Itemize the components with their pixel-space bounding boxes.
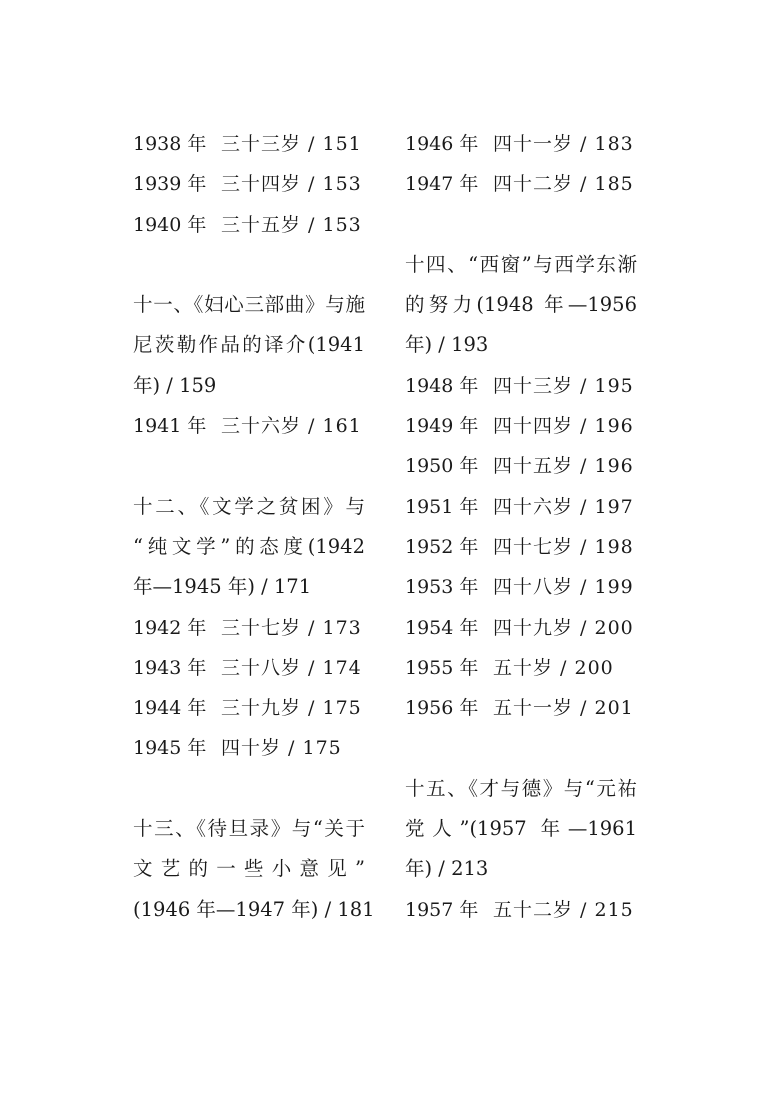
entry-year: 1947 年 (405, 173, 479, 196)
entry-year: 1948 年 (405, 374, 479, 397)
chapter-heading-line: 党人”(1957 年—1961 (405, 817, 637, 841)
entry-age-page: 五十岁 / 200 (493, 656, 614, 679)
toc-year-entry (405, 648, 637, 688)
toc-year-entry (133, 608, 365, 648)
section-spacer (405, 728, 637, 768)
entry-age-page: 四十岁 / 175 (221, 737, 342, 760)
entry-year: 1943 年 (133, 656, 207, 679)
entry-age-page: 四十四岁 / 196 (493, 415, 634, 438)
entry-year: 1952 年 (405, 535, 479, 558)
entry-year: 1945 年 (133, 737, 207, 760)
toc-year-entry (405, 567, 637, 607)
entry-year: 1944 年 (133, 697, 207, 720)
toc-year-entry (133, 124, 365, 164)
entry-year: 1955 年 (405, 656, 479, 679)
entry-year: 1956 年 (405, 697, 479, 720)
chapter-heading-line: 尼茨勒作品的译介(1941 (133, 333, 365, 357)
chapter-heading-line: “纯文学”的态度(1942 (133, 534, 365, 558)
toc-year-entry (405, 688, 637, 728)
chapter-heading-line: 年—1945 年) / 171 (133, 575, 312, 599)
chapter-heading-line: 文艺的一些小意见” (133, 857, 365, 881)
section-spacer (133, 245, 365, 285)
toc-year-entry (133, 728, 365, 768)
entry-year: 1951 年 (405, 495, 479, 518)
entry-year: 1941 年 (133, 415, 207, 438)
chapter-heading-line: (1946 年—1947 年) / 181 (133, 897, 375, 921)
entry-age-page: 五十二岁 / 215 (493, 898, 634, 921)
entry-age-page: 三十五岁 / 153 (221, 213, 362, 236)
toc-year-entry (133, 648, 365, 688)
entry-year: 1942 年 (133, 616, 207, 639)
chapter-heading-line: 的努力(1948 年—1956 (405, 293, 637, 317)
toc-year-entry (133, 688, 365, 728)
entry-age-page: 三十六岁 / 161 (221, 415, 362, 438)
toc-year-entry (405, 366, 637, 406)
entry-year: 1954 年 (405, 616, 479, 639)
chapter-heading-line: 十五、《才与德》与“元祐 (405, 776, 637, 800)
entry-age-page: 四十一岁 / 183 (493, 133, 634, 155)
toc-year-entry (405, 406, 637, 446)
entry-year: 1957 年 (405, 898, 479, 921)
entry-age-page: 五十一岁 / 201 (493, 697, 634, 720)
toc-year-entry (405, 164, 637, 204)
toc-year-entry (133, 406, 365, 446)
toc-year-entry (405, 608, 637, 648)
section-spacer (133, 446, 365, 486)
section-spacer (133, 769, 365, 809)
chapter-heading-line: 年) / 159 (133, 373, 217, 397)
entry-age-page: 四十五岁 / 196 (493, 455, 634, 478)
toc-year-entry (133, 164, 365, 204)
entry-year: 1953 年 (405, 576, 479, 599)
entry-age-page: 四十二岁 / 185 (493, 173, 634, 196)
entry-age-page: 三十七岁 / 173 (221, 616, 362, 639)
entry-year: 1950 年 (405, 455, 479, 478)
toc-year-entry (405, 124, 637, 164)
chapter-heading-line: 十四、“西窗”与西学东渐 (405, 252, 637, 276)
toc-year-entry (405, 446, 637, 486)
chapter-heading-line: 十二、《文学之贫困》与 (133, 494, 365, 518)
entry-age-page: 三十八岁 / 174 (221, 656, 362, 679)
section-spacer (405, 205, 637, 245)
chapter-heading-line: 年) / 213 (405, 857, 489, 881)
chapter-heading-line: 年) / 193 (405, 333, 489, 357)
entry-age-page: 四十七岁 / 198 (493, 535, 634, 558)
entry-age-page: 四十三岁 / 195 (493, 374, 634, 397)
entry-year: 1940 年 (133, 213, 207, 236)
entry-age-page: 三十四岁 / 153 (221, 173, 362, 196)
entry-age-page: 三十九岁 / 175 (221, 697, 362, 720)
entry-age-page: 四十九岁 / 200 (493, 616, 634, 639)
toc-left-column (133, 124, 375, 930)
toc-year-entry (133, 205, 365, 245)
entry-age-page: 四十八岁 / 199 (493, 576, 634, 599)
toc-year-entry (405, 890, 637, 930)
entry-year: 1938 年 (133, 133, 207, 155)
entry-age-page: 三十三岁 / 151 (221, 133, 362, 155)
chapter-heading-line: 十一、《妇心三部曲》与施 (133, 293, 365, 317)
chapter-heading-line: 十三、《待旦录》与“关于 (133, 817, 365, 841)
toc-right-column (405, 124, 637, 930)
entry-year: 1939 年 (133, 173, 207, 196)
entry-year: 1949 年 (405, 415, 479, 438)
entry-age-page: 四十六岁 / 197 (493, 495, 634, 518)
toc-year-entry (405, 487, 637, 527)
toc-year-entry (405, 527, 637, 567)
entry-year: 1946 年 (405, 133, 479, 155)
